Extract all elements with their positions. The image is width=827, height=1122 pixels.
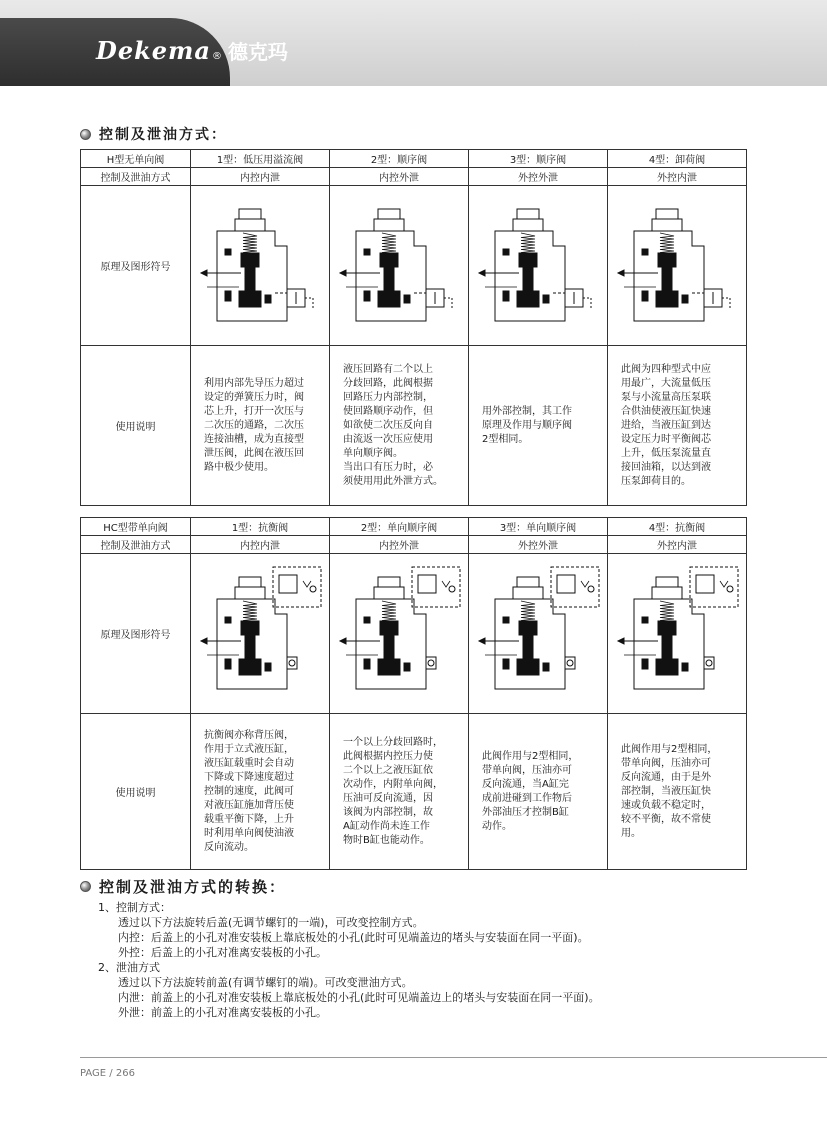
row-label: 使用说明: [81, 714, 191, 870]
bullet-icon: [80, 129, 91, 140]
usage-cell: [469, 714, 608, 870]
row-label: 原理及图形符号: [81, 554, 191, 714]
table-header-cell: HC型带单向阀: [81, 518, 191, 536]
brand-name-cn: 德克玛: [227, 40, 288, 64]
usage-cell: [330, 714, 469, 870]
valve-diagram-cell: [330, 554, 469, 714]
valve-diagram-cell: [191, 186, 330, 346]
mode-cell: 外控内泄: [608, 168, 747, 186]
usage-text: 液压回路有二个以上 分歧回路，此阀根据 回路压力内部控制， 使回路顺序动作，但 如欲使二次压反向自 由流返一次压应使用 单向顺序阀。 当出口有压力时，必 须使用用此外泄方式。: [343, 363, 443, 487]
mode-cell: 内控内泄: [191, 168, 330, 186]
valve-diagram-cell: [469, 186, 608, 346]
section-title-control: [80, 124, 227, 144]
brand-logo: [96, 36, 288, 70]
valve-diagram: [195, 559, 325, 709]
mode-cell: 内控外泄: [330, 536, 469, 554]
valve-diagram-cell: [191, 554, 330, 714]
valve-diagram: [473, 191, 603, 341]
table-header-cell: 4型：抗衡阀: [608, 518, 747, 536]
note-line: 1、控制方式：: [98, 901, 171, 914]
bullet-icon: [80, 881, 91, 892]
valve-diagram-cell: [469, 554, 608, 714]
valve-diagram-cell: [608, 186, 747, 346]
usage-row: [81, 714, 747, 870]
valve-diagram-cell: [608, 554, 747, 714]
table-header-cell: 3型：单向顺序阀: [469, 518, 608, 536]
valve-diagram: [334, 559, 464, 709]
registered-mark: ®: [211, 51, 222, 62]
note-line: 外泄：前盖上的小孔对准离安装板的小孔。: [118, 1006, 327, 1019]
mode-cell: 外控外泄: [469, 168, 608, 186]
usage-text: 此阀为四种型式中应 用最广，大流量低压 泵与小流量高压泵联 合供油使液压缸快速 进给，当液压缸到达 设定压力时平衡阀芯 上升，低压泵流量直 接回油箱，以达到液 压泵卸荷目的。: [621, 363, 711, 487]
diagram-row: [81, 186, 747, 346]
section-title-text: 控制及泄油方式：: [99, 127, 227, 143]
usage-text: 此阀作用与2型相同， 带单向阀，压油亦可 反向流通，由于是外 部控制，当液压缸快 速或负载不稳定时， 较不平衡，故不常使 用。: [621, 743, 718, 839]
section-title-conversion: [80, 876, 286, 897]
section-title-text: 控制及泄油方式的转换：: [99, 878, 287, 896]
note-line: 透过以下方法旋转前盖(有调节螺钉的端)。可改变泄油方式。: [118, 976, 413, 989]
table-header-cell: 2型：单向顺序阀: [330, 518, 469, 536]
conversion-notes: [98, 900, 600, 1020]
row-label: 控制及泄油方式: [81, 168, 191, 186]
table-header-cell: 1型：低压用溢流阀: [191, 150, 330, 168]
row-label: 控制及泄油方式: [81, 536, 191, 554]
note-line: 透过以下方法旋转后盖(无调节螺钉的一端)，可改变控制方式。: [118, 916, 424, 929]
usage-cell: [191, 346, 330, 506]
mode-row: [81, 168, 747, 186]
table-header-row: [81, 518, 747, 536]
table-header-cell: 1型：抗衡阀: [191, 518, 330, 536]
note-line: 2、泄油方式: [98, 961, 160, 974]
row-label: 原理及图形符号: [81, 186, 191, 346]
mode-cell: 外控内泄: [608, 536, 747, 554]
row-label: 使用说明: [81, 346, 191, 506]
mode-cell: 外控外泄: [469, 536, 608, 554]
usage-cell: [608, 346, 747, 506]
mode-cell: 内控外泄: [330, 168, 469, 186]
usage-row: [81, 346, 747, 506]
usage-text: 抗衡阀亦称背压阀， 作用于立式液压缸， 液压缸载重时会自动 下降或下降速度超过 控制的速度，此阀可 对液压缸施加背压使 载重平衡下降，上升 时利用单向阀使油液 反向流动。: [204, 729, 294, 853]
valve-diagram: [195, 191, 325, 341]
valve-diagram: [334, 191, 464, 341]
note-line: 内控：后盖上的小孔对准安装板上靠底板处的小孔(此时可见端盖边的堵头与安装面在同一平面)。: [118, 931, 589, 944]
table-hc-type: [80, 517, 747, 870]
footer-divider: [80, 1057, 827, 1058]
table-header-cell: 2型：顺序阀: [330, 150, 469, 168]
table-header-row: [81, 150, 747, 168]
brand-name: Dekema: [96, 36, 211, 65]
page-number: PAGE / 266: [80, 1068, 135, 1079]
usage-text: 利用内部先导压力超过 设定的弹簧压力时，阀 芯上升，打开一次压与 二次压的通路，二次压 连接油槽，成为直接型 泄压阀，此阀在液压回 路中极少使用。: [204, 377, 304, 473]
table-header-cell: 3型：顺序阀: [469, 150, 608, 168]
mode-cell: 内控内泄: [191, 536, 330, 554]
table-h-type: [80, 149, 747, 506]
usage-text: 此阀作用与2型相同， 带单向阀，压油亦可 反向流通，当A缸完 成前进碰到工作物后 外部油压才控制B缸 动作。: [482, 750, 579, 832]
usage-cell: [191, 714, 330, 870]
usage-cell: [330, 346, 469, 506]
usage-cell: [469, 346, 608, 506]
valve-diagram: [473, 559, 603, 709]
usage-cell: [608, 714, 747, 870]
usage-text: 一个以上分歧回路时， 此阀根据内控压力使 二个以上之液压缸依 次动作，内附单向阀， 压油可反向流通，因 该阀为内部控制，故 A缸动作尚未连工作 物时B缸也能动作。: [343, 736, 443, 846]
valve-diagram-cell: [330, 186, 469, 346]
note-line: 内泄：前盖上的小孔对准安装板上靠底板处的小孔(此时可见端盖边上的堵头与安装面在同一平面)。: [118, 991, 600, 1004]
valve-diagram: [612, 191, 742, 341]
note-line: 外控：后盖上的小孔对准离安装板的小孔。: [118, 946, 327, 959]
table-header-cell: 4型：卸荷阀: [608, 150, 747, 168]
usage-text: 用外部控制，其工作 原理及作用与顺序阀 2型相同。: [482, 405, 572, 445]
valve-diagram: [612, 559, 742, 709]
table-header-cell: H型无单向阀: [81, 150, 191, 168]
mode-row: [81, 536, 747, 554]
page-header: [0, 0, 827, 86]
diagram-row: [81, 554, 747, 714]
